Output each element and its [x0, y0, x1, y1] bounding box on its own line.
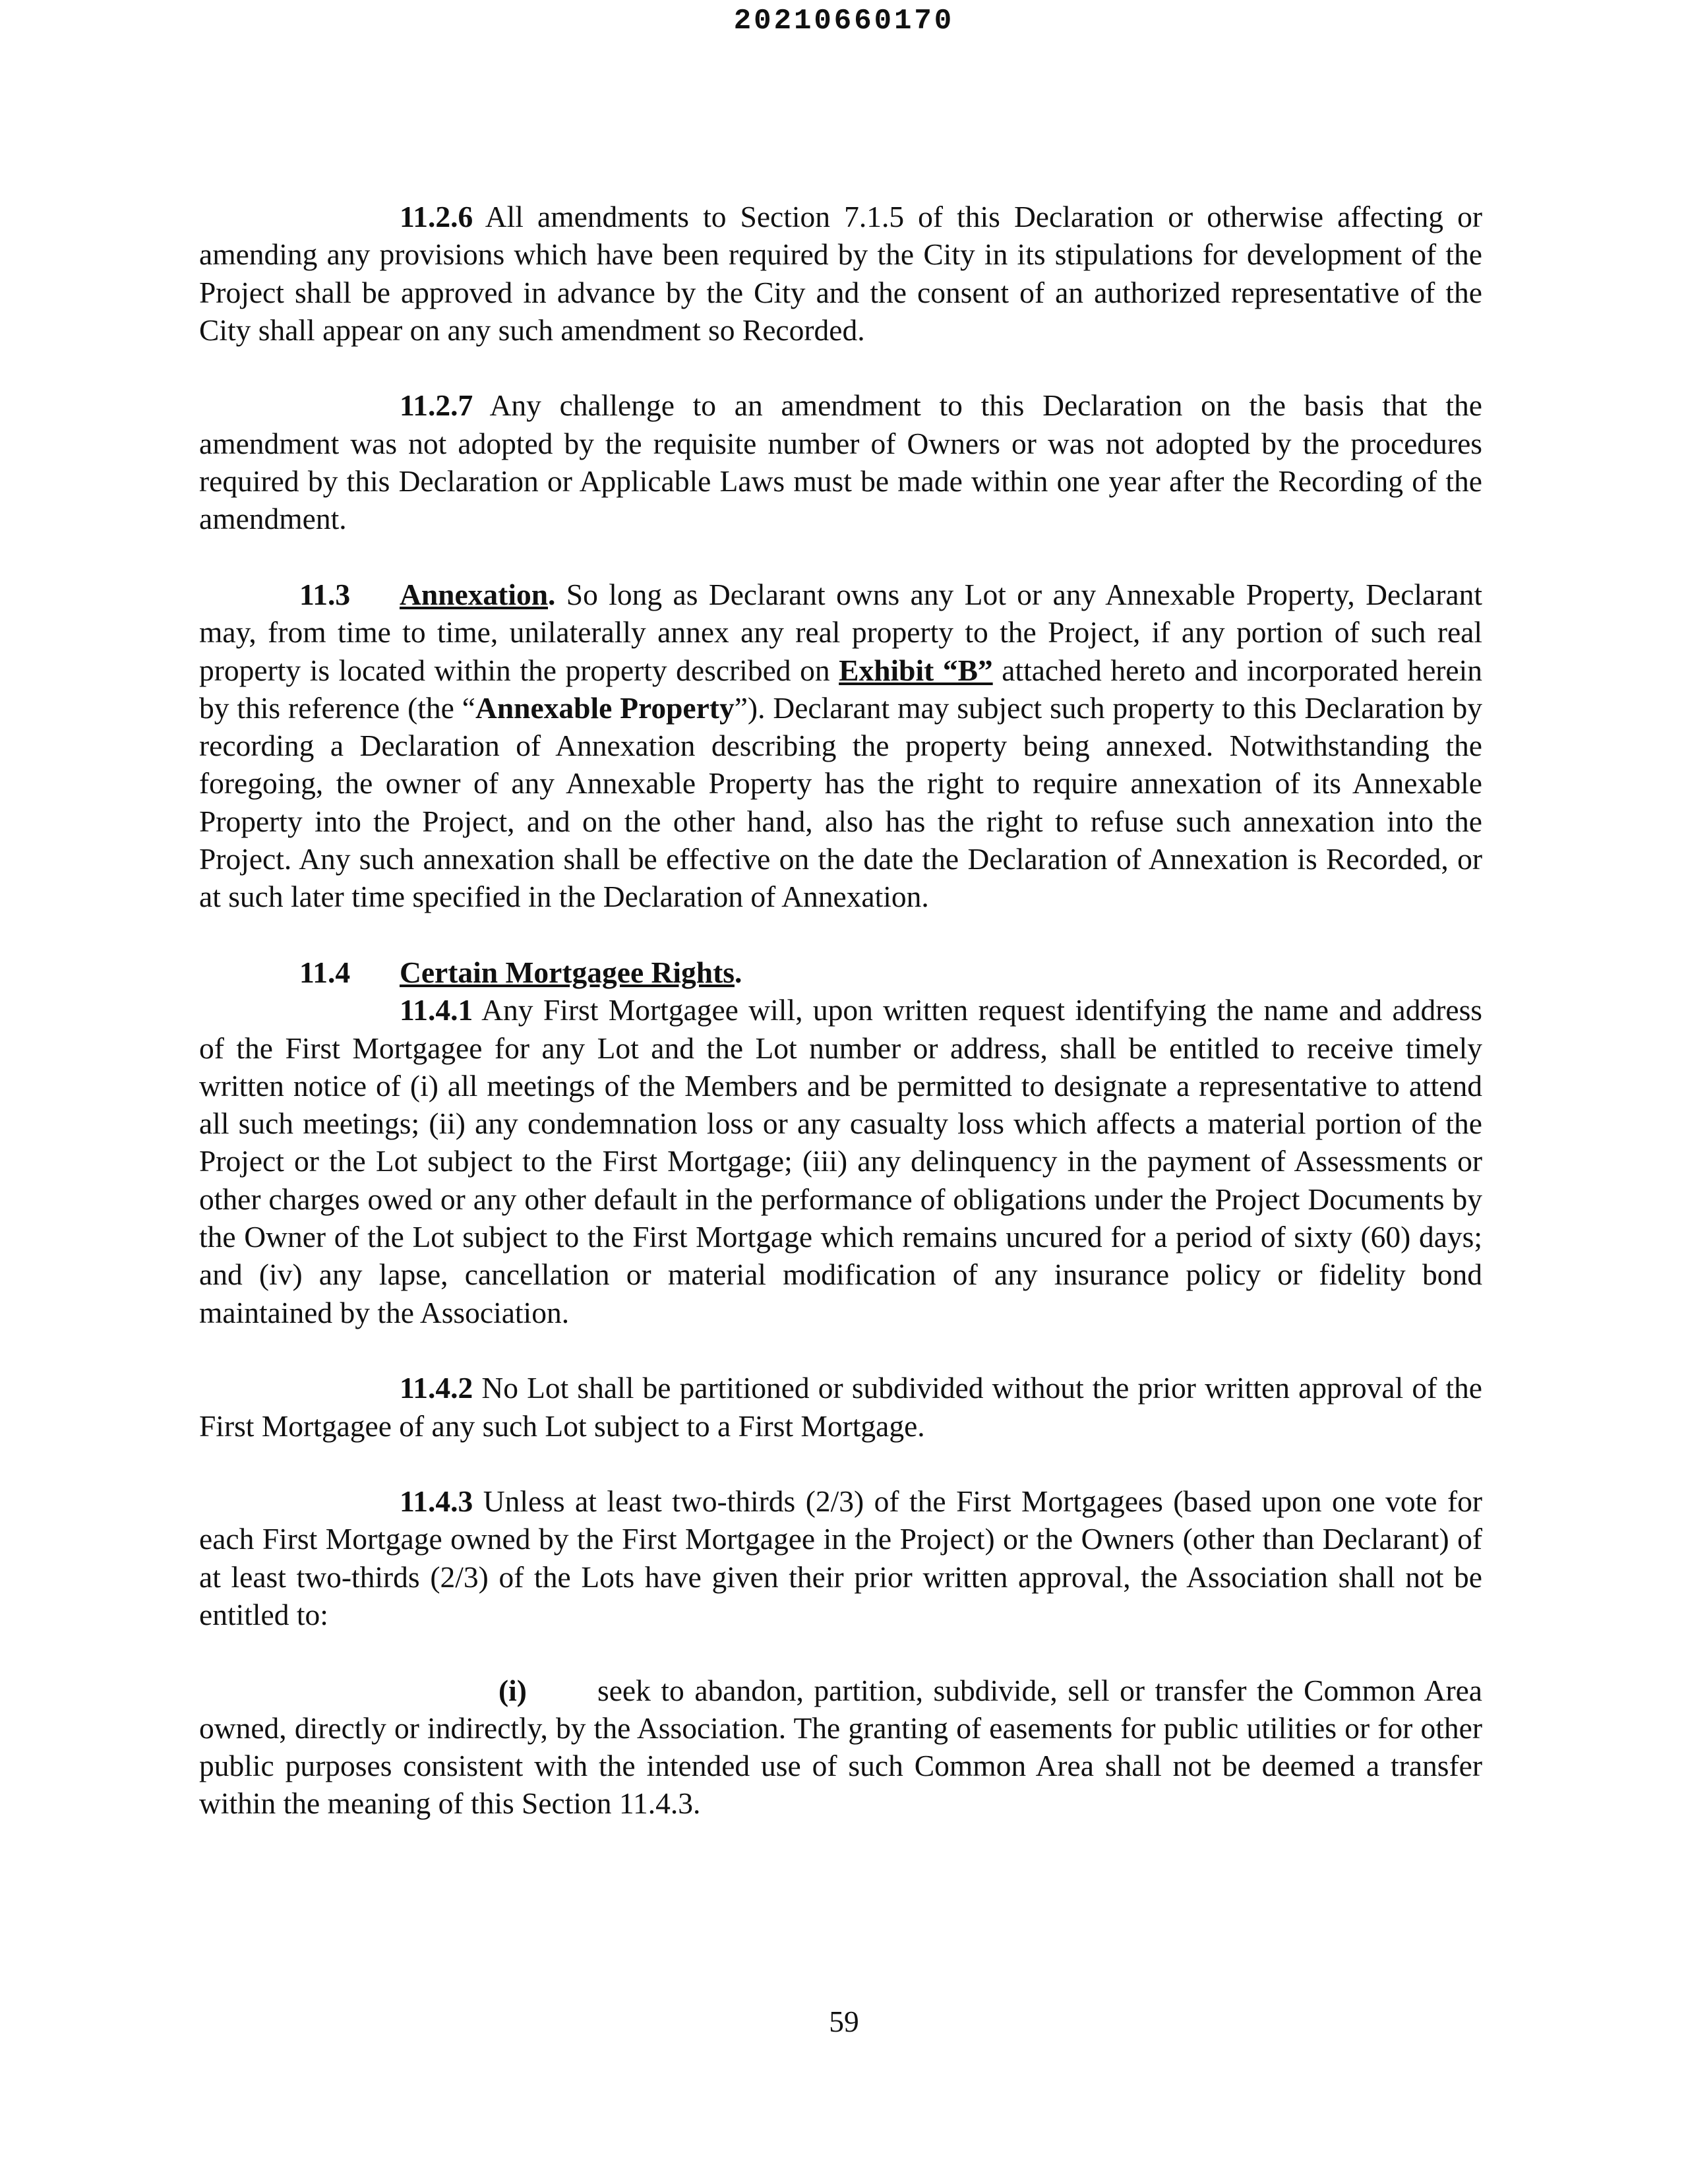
- item-text: seek to abandon, partition, subdivide, sell or transfer the Common Area owned, directly or indirectly, by the Association. The granting of easements for public utilities or for other public purposes consistent with the intended use of such Common Area shall not be deemed a transfer within the meaning of this Section 11.4.3.: [199, 1673, 1482, 1821]
- section-number: 11.4.3: [400, 1484, 473, 1519]
- section-text: So long as Declarant owns any Lot or any Annexable Property, Declarant may, from time to time, unilaterally annex any real property to the Project, if any portion of such real property is located within the property described on: [199, 577, 1482, 687]
- section-heading: Certain Mortgagee Rights: [400, 955, 735, 989]
- section-number: 11.2.6: [400, 200, 473, 233]
- section-number: 11.4.1: [400, 993, 473, 1027]
- section-11-4-1: [199, 991, 1482, 1331]
- heading-period: .: [734, 955, 742, 989]
- subitem-i: [199, 1672, 1482, 1823]
- item-number: (i): [498, 1673, 527, 1707]
- section-number: 11.4.2: [400, 1371, 473, 1405]
- section-text: All amendments to Section 7.1.5 of this Declaration or otherwise affecting or amending any provisions which have been required by the City in its stipulations for development of the Project shall be approved in advance by the City and the consent of an authorized representative of the City shall appear on any such amendment so Recorded.: [199, 200, 1482, 347]
- page-number: 59: [829, 2005, 859, 2038]
- section-11-4-3: [199, 1482, 1482, 1633]
- section-11-4: [199, 954, 1482, 991]
- document-number: 20210660170: [733, 5, 955, 38]
- section-text: attached hereto and incorporated herein by this reference (the “: [199, 653, 1483, 725]
- section-number: 11.4: [299, 955, 351, 989]
- section-11-4-2: [199, 1369, 1482, 1445]
- exhibit-reference: Exhibit “B”: [839, 653, 993, 687]
- section-11-2-7: [199, 386, 1482, 537]
- section-text: ”). Declarant may subject such property to this Declaration by recording a Declaration of Annexation describing the property being annexed. Notwithstanding the foregoing, the owner of any Annexable Property has the right to require annexation of its Annexable Property into the Project, and on the other hand, also has the right to refuse such annexation into the Project. Any such annexation shall be effective on the date the Declaration of Annexation is Recorded, or at such later time specified in the Declaration of Annexation.: [199, 690, 1483, 914]
- section-text: Any First Mortgagee will, upon written request identifying the name and address of the First Mortgagee for any Lot and the Lot number or address, shall be entitled to receive timely written notice of (i) all meetings of the Members and be permitted to designate a representative to attend all such meetings; (ii) any condemnation loss or any casualty loss which affects a material portion of the Project or the Lot subject to the First Mortgage; (iii) any delinquency in the payment of Assessments or other charges owed or any other default in the performance of obligations under the Project Documents by the Owner of the Lot subject to the First Mortgage which remains uncured for a period of sixty (60) days; and (iv) any lapse, cancellation or material modification of any insurance policy or fidelity bond maintained by the Association.: [199, 993, 1482, 1329]
- defined-term: Annexable Property: [475, 690, 735, 725]
- heading-period: .: [548, 577, 556, 611]
- section-text: No Lot shall be partitioned or subdivided without the prior written approval of the First Mortgagee of any such Lot subject to a First Mortgage.: [199, 1371, 1482, 1443]
- document-body: [199, 198, 1482, 1860]
- section-number: 11.3: [299, 577, 351, 611]
- section-heading: Annexation: [400, 577, 549, 611]
- section-text: Unless at least two-thirds (2/3) of the First Mortgagees (based upon one vote for each First Mortgage owned by the First Mortgagee in the Project) or the Owners (other than Declarant) of at least two-thirds (2/3) of the Lots have given their prior written approval, the Association shall not be entitled to:: [199, 1484, 1482, 1631]
- section-text: Any challenge to an amendment to this Declaration on the basis that the amendment was not adopted by the requisite number of Owners or was not adopted by the procedures required by this Declaration or Applicable Laws must be made within one year after the Recording of the amendment.: [199, 388, 1482, 536]
- section-number: 11.2.7: [400, 388, 473, 423]
- section-11-2-6: [199, 198, 1482, 349]
- section-11-3: [199, 576, 1482, 916]
